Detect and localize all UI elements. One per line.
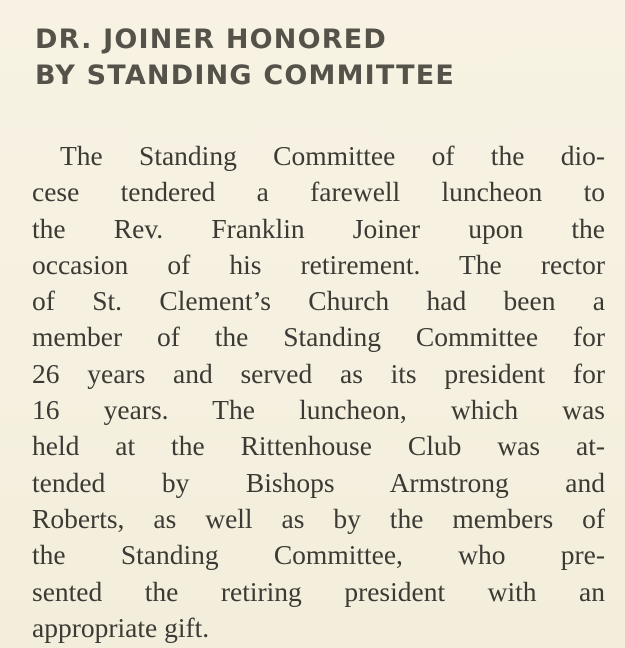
body-line: 26 years and served as its president for <box>32 357 605 389</box>
body-line: 16 years. The luncheon, which was <box>32 394 605 426</box>
body-line: tended by Bishops Armstrong and <box>32 466 605 498</box>
headline-line-1: DR. JOINER HONORED <box>35 24 387 55</box>
body-line: cese tendered a farewell luncheon to <box>32 176 605 208</box>
headline-line-2: BY STANDING COMMITTEE <box>35 60 456 91</box>
body-line: the Standing Committee, who pre- <box>32 539 605 571</box>
body-line: appropriate gift. <box>32 611 210 643</box>
body-line: Roberts, as well as by the members of <box>32 502 605 534</box>
body-line: member of the Standing Committee for <box>32 321 605 353</box>
body-line: occasion of his retirement. The rector <box>32 248 605 280</box>
body-line: of St. Clement’s Church had been a <box>32 285 605 317</box>
body-line: The Standing Committee of the dio- <box>60 140 605 171</box>
body-line: the Rev. Franklin Joiner upon the <box>32 212 605 244</box>
article-headline <box>35 22 455 94</box>
article-body <box>32 138 605 646</box>
body-line: held at the Rittenhouse Club was at- <box>32 430 605 462</box>
body-line: sented the retiring president with an <box>32 575 605 607</box>
